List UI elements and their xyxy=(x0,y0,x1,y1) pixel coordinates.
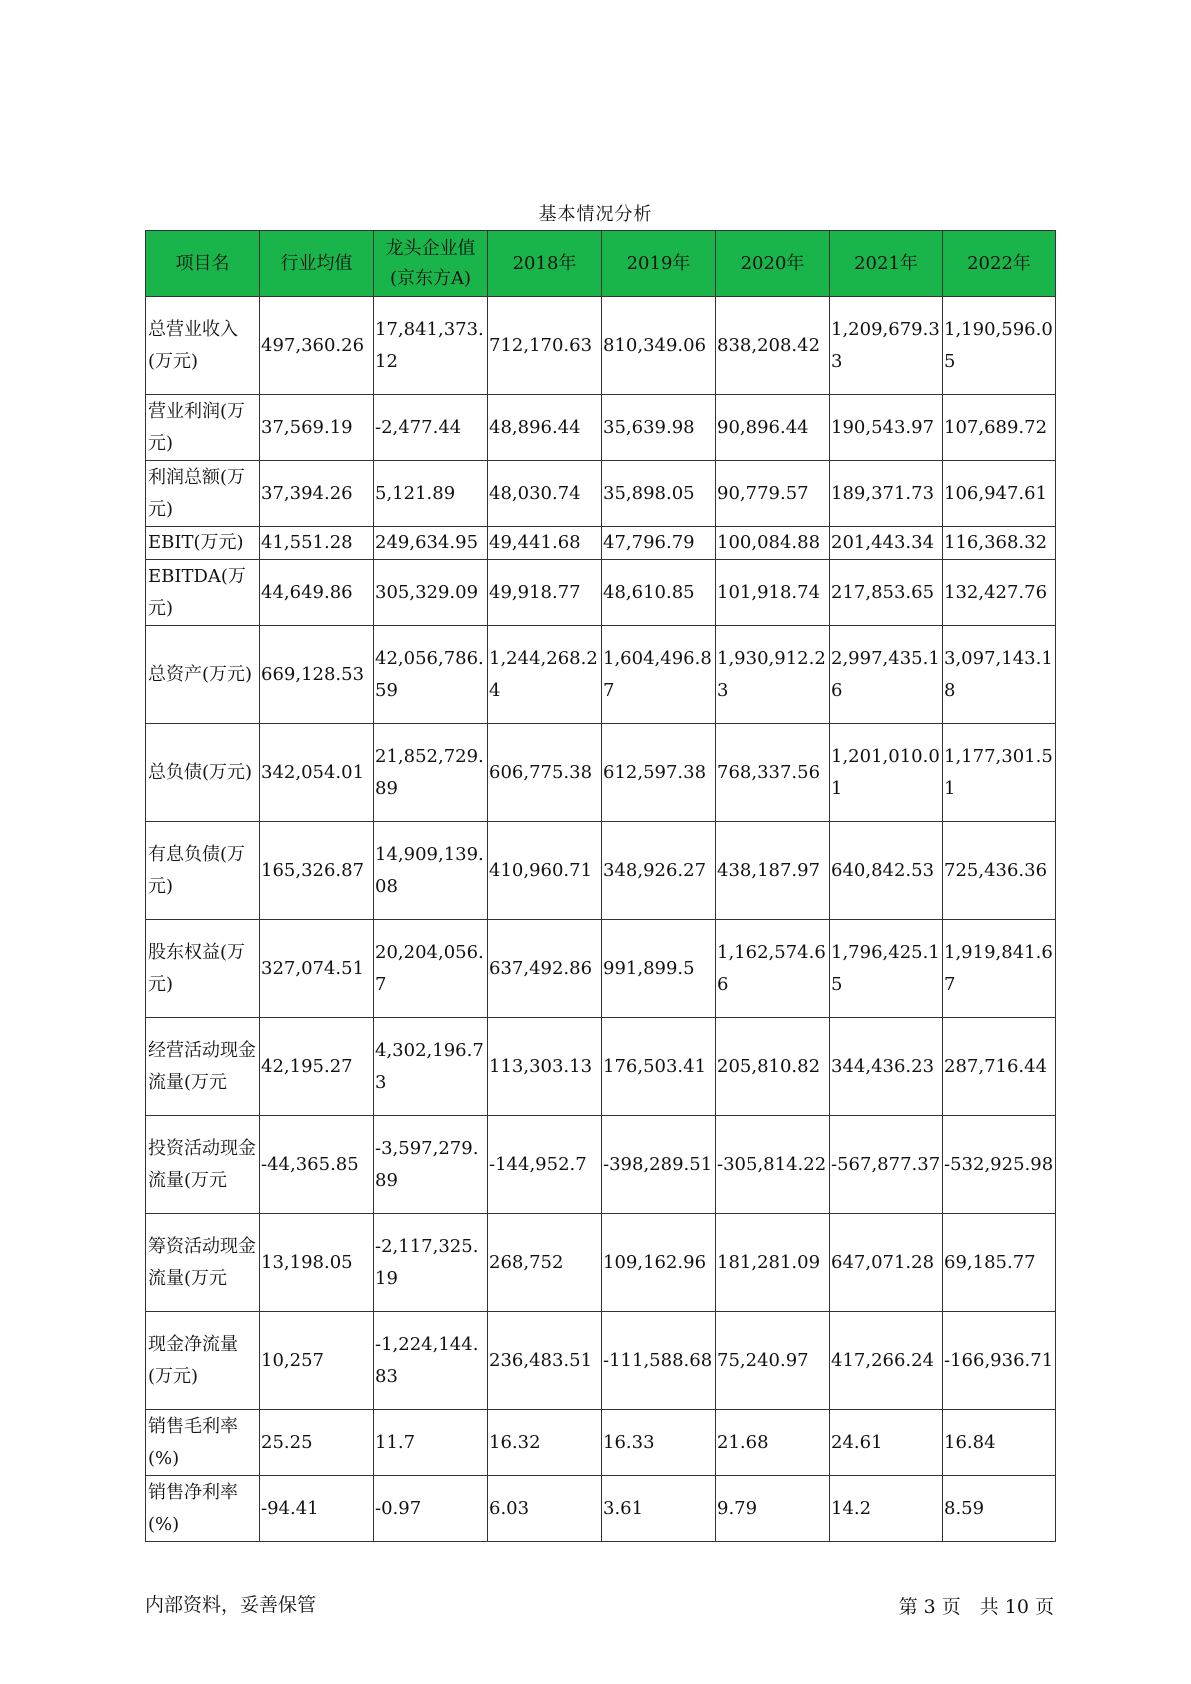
table-cell: 612,597.38 xyxy=(602,724,716,822)
header-2018: 2018年 xyxy=(488,231,602,297)
table-cell: 17,841,373.12 xyxy=(374,297,488,395)
table-cell: -1,224,144.83 xyxy=(374,1312,488,1410)
table-row xyxy=(146,724,1056,822)
table-cell: 189,371.73 xyxy=(830,461,943,527)
table-row xyxy=(146,920,1056,1018)
table-cell: 287,716.44 xyxy=(943,1018,1056,1116)
table-cell: 42,195.27 xyxy=(260,1018,374,1116)
row-label: 有息负债(万元) xyxy=(146,822,260,920)
table-cell: 190,543.97 xyxy=(830,395,943,461)
table-cell: 640,842.53 xyxy=(830,822,943,920)
table-cell: 48,610.85 xyxy=(602,560,716,626)
row-label: 销售毛利率(%) xyxy=(146,1410,260,1476)
table-cell: 16.84 xyxy=(943,1410,1056,1476)
header-2022: 2022年 xyxy=(943,231,1056,297)
table-cell: 44,649.86 xyxy=(260,560,374,626)
table-cell: 342,054.01 xyxy=(260,724,374,822)
table-cell: 1,190,596.05 xyxy=(943,297,1056,395)
table-cell: 49,918.77 xyxy=(488,560,602,626)
table-cell: 305,329.09 xyxy=(374,560,488,626)
table-cell: 236,483.51 xyxy=(488,1312,602,1410)
table-cell: 48,030.74 xyxy=(488,461,602,527)
table-row xyxy=(146,527,1056,560)
table-row xyxy=(146,560,1056,626)
table-cell: 14,909,139.08 xyxy=(374,822,488,920)
row-label: 投资活动现金流量(万元 xyxy=(146,1116,260,1214)
table-cell: 90,896.44 xyxy=(716,395,830,461)
row-label: EBIT(万元) xyxy=(146,527,260,560)
table-caption: 基本情况分析 xyxy=(538,204,653,225)
table-cell: 249,634.95 xyxy=(374,527,488,560)
row-label: EBITDA(万元) xyxy=(146,560,260,626)
header-leader: 龙头企业值(京东方A) xyxy=(374,231,488,297)
table-cell: 106,947.61 xyxy=(943,461,1056,527)
footer-page-number: 第 3 页 共 10 页 xyxy=(898,1596,1054,1618)
header-industry-avg: 行业均值 xyxy=(260,231,374,297)
table-cell: 20,204,056.7 xyxy=(374,920,488,1018)
table-cell: 991,899.5 xyxy=(602,920,716,1018)
row-label: 筹资活动现金流量(万元 xyxy=(146,1214,260,1312)
table-cell: 205,810.82 xyxy=(716,1018,830,1116)
row-label: 经营活动现金流量(万元 xyxy=(146,1018,260,1116)
table-row xyxy=(146,461,1056,527)
basic-analysis-table xyxy=(145,230,1056,1542)
table-cell: 69,185.77 xyxy=(943,1214,1056,1312)
row-label: 利润总额(万元) xyxy=(146,461,260,527)
table-cell: -144,952.7 xyxy=(488,1116,602,1214)
table-cell: 13,198.05 xyxy=(260,1214,374,1312)
table-cell: 1,201,010.01 xyxy=(830,724,943,822)
table-cell: 41,551.28 xyxy=(260,527,374,560)
table-row xyxy=(146,395,1056,461)
table-cell: 24.61 xyxy=(830,1410,943,1476)
header-2019: 2019年 xyxy=(602,231,716,297)
table-cell: 35,898.05 xyxy=(602,461,716,527)
table-cell: 217,853.65 xyxy=(830,560,943,626)
table-cell: 1,177,301.51 xyxy=(943,724,1056,822)
table-cell: 25.25 xyxy=(260,1410,374,1476)
table-cell: 438,187.97 xyxy=(716,822,830,920)
row-label: 总营业收入(万元) xyxy=(146,297,260,395)
table-cell: 42,056,786.59 xyxy=(374,626,488,724)
table-body xyxy=(146,297,1056,1542)
table-cell: 327,074.51 xyxy=(260,920,374,1018)
table-cell: 1,796,425.15 xyxy=(830,920,943,1018)
table-cell: 4,302,196.73 xyxy=(374,1018,488,1116)
table-row xyxy=(146,1018,1056,1116)
table-cell: 410,960.71 xyxy=(488,822,602,920)
table-cell: 3.61 xyxy=(602,1476,716,1542)
table-cell: -398,289.51 xyxy=(602,1116,716,1214)
table-cell: 16.32 xyxy=(488,1410,602,1476)
table-cell: 101,918.74 xyxy=(716,560,830,626)
footer-confidential: 内部资料，妥善保管 xyxy=(145,1594,317,1616)
table-cell: -2,477.44 xyxy=(374,395,488,461)
table-cell: 9.79 xyxy=(716,1476,830,1542)
table-cell: 113,303.13 xyxy=(488,1018,602,1116)
table-cell: 348,926.27 xyxy=(602,822,716,920)
table-cell: 107,689.72 xyxy=(943,395,1056,461)
table-cell: 669,128.53 xyxy=(260,626,374,724)
header-2021: 2021年 xyxy=(830,231,943,297)
table-cell: 21,852,729.89 xyxy=(374,724,488,822)
table-cell: -532,925.98 xyxy=(943,1116,1056,1214)
table-cell: 14.2 xyxy=(830,1476,943,1542)
table-cell: 49,441.68 xyxy=(488,527,602,560)
table-row xyxy=(146,297,1056,395)
table-row xyxy=(146,626,1056,724)
table-cell: 1,919,841.67 xyxy=(943,920,1056,1018)
table-cell: 47,796.79 xyxy=(602,527,716,560)
table-cell: -94.41 xyxy=(260,1476,374,1542)
table-cell: 5,121.89 xyxy=(374,461,488,527)
table-cell: -567,877.37 xyxy=(830,1116,943,1214)
table-cell: -44,365.85 xyxy=(260,1116,374,1214)
table-cell: -0.97 xyxy=(374,1476,488,1542)
table-cell: 16.33 xyxy=(602,1410,716,1476)
table-row xyxy=(146,1214,1056,1312)
table-cell: 344,436.23 xyxy=(830,1018,943,1116)
table-cell: 725,436.36 xyxy=(943,822,1056,920)
table-cell: 1,930,912.23 xyxy=(716,626,830,724)
row-label: 现金净流量(万元) xyxy=(146,1312,260,1410)
table-cell: 1,244,268.24 xyxy=(488,626,602,724)
table-cell: -111,588.68 xyxy=(602,1312,716,1410)
table-cell: 647,071.28 xyxy=(830,1214,943,1312)
table-cell: 165,326.87 xyxy=(260,822,374,920)
row-label: 销售净利率(%) xyxy=(146,1476,260,1542)
table-cell: 1,162,574.66 xyxy=(716,920,830,1018)
table-cell: 606,775.38 xyxy=(488,724,602,822)
table-cell: 90,779.57 xyxy=(716,461,830,527)
table-cell: 268,752 xyxy=(488,1214,602,1312)
table-cell: 497,360.26 xyxy=(260,297,374,395)
table-cell: 11.7 xyxy=(374,1410,488,1476)
table-cell: 109,162.96 xyxy=(602,1214,716,1312)
table-cell: 176,503.41 xyxy=(602,1018,716,1116)
table-cell: 1,209,679.33 xyxy=(830,297,943,395)
header-item-name: 项目名 xyxy=(146,231,260,297)
row-label: 股东权益(万元) xyxy=(146,920,260,1018)
table-row xyxy=(146,822,1056,920)
table-cell: 21.68 xyxy=(716,1410,830,1476)
table-row xyxy=(146,1410,1056,1476)
table-cell: 116,368.32 xyxy=(943,527,1056,560)
table-cell: 10,257 xyxy=(260,1312,374,1410)
table-cell: -3,597,279.89 xyxy=(374,1116,488,1214)
table-cell: 637,492.86 xyxy=(488,920,602,1018)
table-cell: -305,814.22 xyxy=(716,1116,830,1214)
table-cell: 3,097,143.18 xyxy=(943,626,1056,724)
table-cell: 201,443.34 xyxy=(830,527,943,560)
table-cell: 48,896.44 xyxy=(488,395,602,461)
table-cell: -166,936.71 xyxy=(943,1312,1056,1410)
table-cell: 37,394.26 xyxy=(260,461,374,527)
table-cell: 35,639.98 xyxy=(602,395,716,461)
table-row xyxy=(146,1116,1056,1214)
table-cell: 838,208.42 xyxy=(716,297,830,395)
table-cell: 6.03 xyxy=(488,1476,602,1542)
table-row xyxy=(146,1312,1056,1410)
table-cell: 768,337.56 xyxy=(716,724,830,822)
table-cell: 2,997,435.16 xyxy=(830,626,943,724)
table-header xyxy=(146,231,1056,297)
table-cell: 417,266.24 xyxy=(830,1312,943,1410)
table-cell: 181,281.09 xyxy=(716,1214,830,1312)
row-label: 营业利润(万元) xyxy=(146,395,260,461)
table-cell: -2,117,325.19 xyxy=(374,1214,488,1312)
row-label: 总负债(万元) xyxy=(146,724,260,822)
table-cell: 712,170.63 xyxy=(488,297,602,395)
table-cell: 75,240.97 xyxy=(716,1312,830,1410)
table-cell: 132,427.76 xyxy=(943,560,1056,626)
table-cell: 37,569.19 xyxy=(260,395,374,461)
table-cell: 8.59 xyxy=(943,1476,1056,1542)
row-label: 总资产(万元) xyxy=(146,626,260,724)
header-2020: 2020年 xyxy=(716,231,830,297)
table-cell: 810,349.06 xyxy=(602,297,716,395)
table-cell: 1,604,496.87 xyxy=(602,626,716,724)
table-row xyxy=(146,1476,1056,1542)
table-cell: 100,084.88 xyxy=(716,527,830,560)
